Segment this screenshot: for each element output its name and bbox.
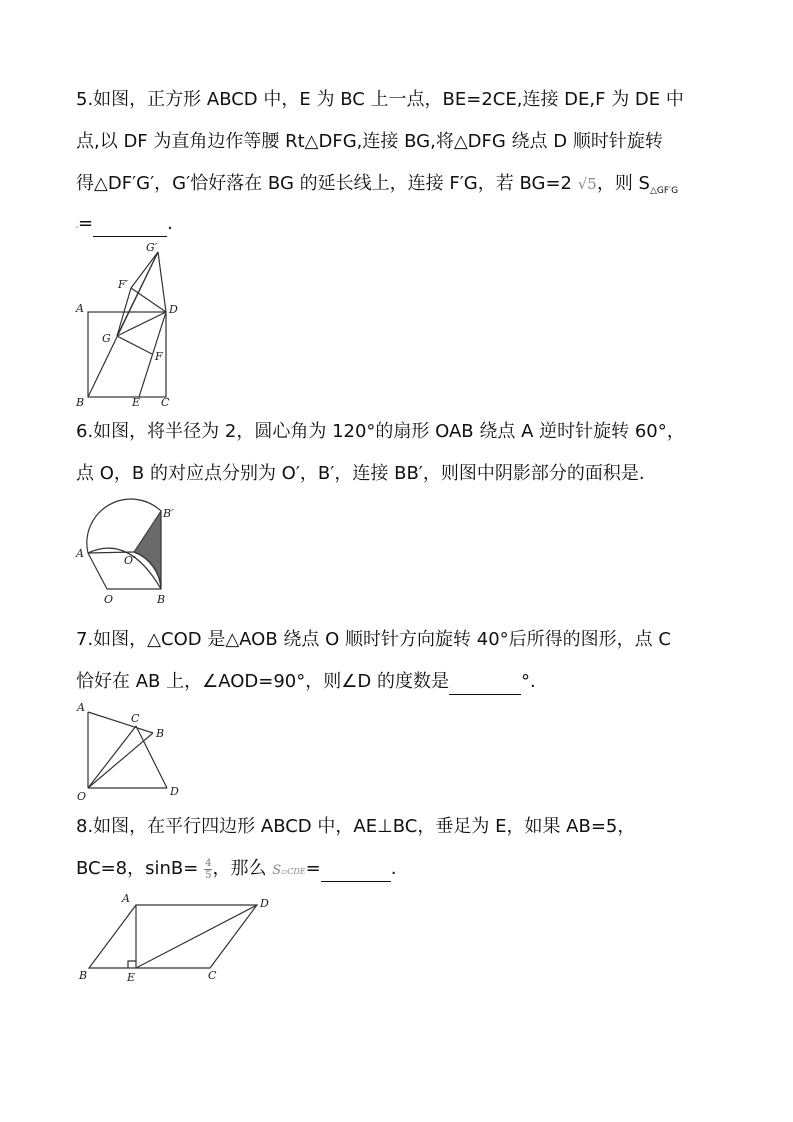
- label-c: C: [161, 396, 170, 409]
- segment-ed: [136, 905, 257, 968]
- q8-equals: =: [305, 858, 321, 879]
- label-a: A: [76, 302, 84, 315]
- label-o: O: [104, 593, 114, 606]
- q8-figure: [74, 890, 274, 990]
- label-c: C: [208, 969, 217, 982]
- shaded-region: [134, 511, 161, 589]
- q5-period: .: [167, 213, 173, 234]
- q6-figure: [74, 504, 184, 608]
- label-b: B: [157, 593, 166, 606]
- label-e: E: [132, 396, 141, 409]
- area-symbol: [272, 863, 305, 878]
- q5-equals: =: [78, 213, 94, 234]
- q6-line-2: 点 O，B 的对应点分别为 O′，B′，连接 BB′，则图中阴影部分的面积是.: [76, 463, 645, 484]
- q5-line-1: 5.如图，正方形 ABCD 中，E 为 BC 上一点，BE=2CE,连接 DE,F 为 DE 中: [76, 89, 684, 110]
- q8-period: .: [390, 858, 397, 879]
- segment-g-g-prime: [117, 252, 158, 336]
- segment-dg: [117, 312, 166, 336]
- q5-figure: [74, 236, 194, 408]
- label-c: C: [131, 712, 140, 725]
- q7-answer-blank[interactable]: [449, 670, 521, 695]
- area-subscript-cont: ′: [76, 226, 79, 236]
- right-angle-mark: [128, 961, 136, 968]
- fraction-numerator: 4: [205, 857, 212, 869]
- label-b: B: [79, 969, 88, 982]
- label-b: B: [156, 727, 165, 740]
- q8-line-2-text: BC=8，sinB=: [76, 858, 199, 879]
- parallelogram-abcd: [89, 905, 257, 968]
- q8-answer-blank[interactable]: [321, 857, 391, 882]
- label-b-prime: B′: [163, 507, 174, 520]
- segment-gf: [117, 336, 152, 354]
- label-d: D: [260, 897, 269, 910]
- q7-degree-suffix: °.: [520, 671, 536, 692]
- label-b: B: [76, 396, 85, 409]
- label-d: D: [170, 785, 179, 798]
- fraction-denominator: 5: [205, 869, 212, 881]
- label-e: E: [127, 971, 136, 984]
- q5-answer-blank[interactable]: [93, 212, 167, 237]
- q5-line-3: [76, 172, 678, 203]
- segment-ab: [88, 712, 153, 733]
- label-o-prime: O′: [124, 554, 136, 567]
- label-d: D: [169, 303, 178, 316]
- sqrt-five: √5: [577, 175, 597, 193]
- area-s: S: [272, 863, 282, 878]
- label-a: A: [77, 701, 85, 714]
- segment-ao: [88, 553, 107, 589]
- q7-line-2-text: 恰好在 AB 上，∠AOD=90°，则∠D 的度数是: [76, 671, 449, 692]
- q5-line-3-tail: ，则 S: [596, 173, 650, 194]
- area-s-subscript: ▱CDE: [281, 867, 306, 876]
- label-f: F: [155, 350, 163, 363]
- label-o: O: [77, 790, 87, 803]
- segment-f-prime-g-prime: [131, 252, 158, 288]
- label-a: A: [76, 547, 84, 560]
- q7-figure: [74, 700, 194, 806]
- label-f-prime: F′: [118, 278, 129, 291]
- q8-line-1: 8.如图，在平行四边形 ABCD 中，AE⊥BC，垂足为 E，如果 AB=5，: [76, 816, 636, 837]
- label-g: G: [102, 332, 111, 345]
- label-a: A: [122, 892, 130, 905]
- segment-dg-prime: [158, 252, 166, 312]
- q5-line-2: 点,以 DF 为直角边作等腰 Rt△DFG,连接 BG,将△DFG 绕点 D 顺时针旋转: [76, 131, 663, 152]
- q8-then: ，那么: [212, 858, 267, 879]
- area-subscript: △GF′G: [649, 186, 679, 196]
- q8-line-2: [76, 857, 396, 884]
- q7-line-2: [76, 670, 536, 695]
- q5-line-3-text: 得△DF′G′，G′恰好落在 BG 的延长线上，连接 F′G，若 BG=2: [76, 173, 572, 194]
- segment-df-prime: [131, 288, 166, 312]
- q7-line-1: 7.如图，△COD 是△AOB 绕点 O 顺时针方向旋转 40°后所得的图形，点 C: [76, 629, 671, 650]
- label-g-prime: G′: [146, 241, 158, 254]
- segment-oc: [88, 726, 136, 788]
- q6-line-1: 6.如图，将半径为 2，圆心角为 120°的扇形 OAB 绕点 A 逆时针旋转 60°，: [76, 421, 685, 442]
